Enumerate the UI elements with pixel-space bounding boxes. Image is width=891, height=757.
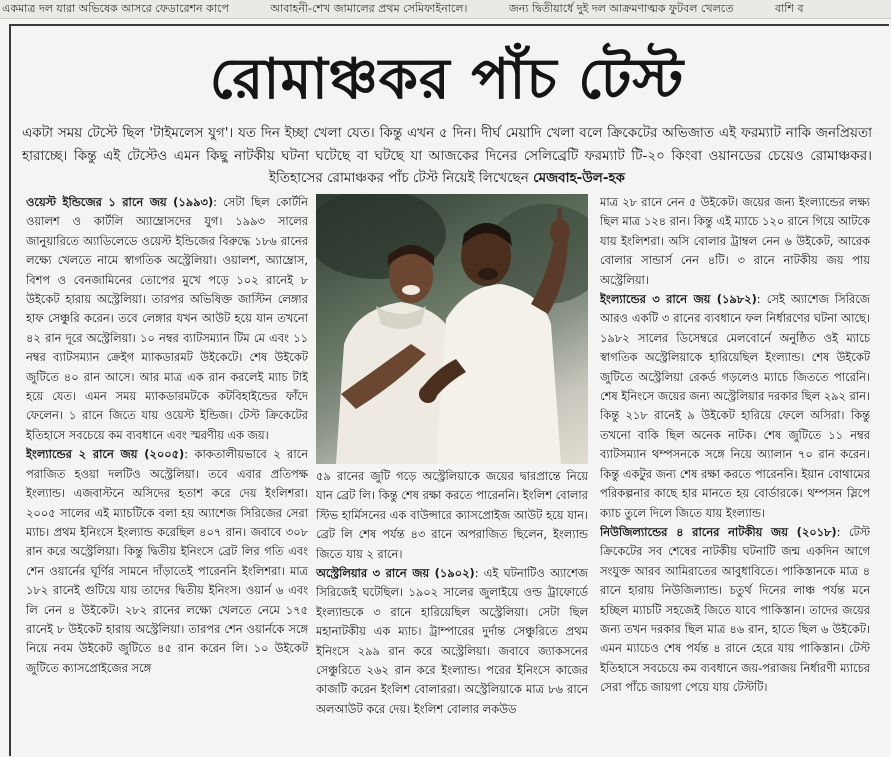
section-subheading: ওয়েস্ট ইন্ডিজের ১ রানে জয় (১৯৯৩) <box>26 195 214 209</box>
article-paragraph <box>600 290 870 523</box>
news-ticker <box>0 0 891 19</box>
section-subheading: অস্ট্রেলিয়ার ৩ রানে জয় (১৯০২) <box>316 566 475 581</box>
paragraph-text: মাত্র ২৮ রানে নেন ৫ উইকেট। জয়ের জন্য ইংল্যান্ডের লক্ষ্য ছিল মাত্র ১২৪ রান। কিন্তু এই ম্যাচে ১২০ রানে গিয়ে আটকে যায় ইংলিশরা। অসি বোলার ট্রাম্বল নেন ৬ উইকেট, আরেক বোলার সান্ডার্স নেন ৪টি। ৩ রানে নাটকীয় জয় পায় অস্ট্রেলিয়া। <box>600 195 870 287</box>
section-subheading: নিউজিল্যান্ডের ৪ রানের নাটকীয় জয় (২০১৮) <box>600 524 837 539</box>
paragraph-text: ৫৯ রানের জুটি গড়ে অস্ট্রেলিয়াকে জয়ের দ্বারপ্রান্তে নিয়ে যান ব্রেট লি। কিন্তু শেষ রক্ষা করতে পারেননি। ইংলিশ বোলার স্টিভ হার্মিসনের এক বাউন্সারে ক্যাসপ্রোইজ আউট হয়ে যান। ব্রেট লি শেষ পর্যন্ত ৪৩ রানে অপরাজিত ছিলেন, ইংল্যান্ড জিতে যায় ২ রানে। <box>316 469 588 561</box>
intro-text: একটা সময় টেস্টে ছিল 'টাইমলেস যুগ'। যত দিন ইচ্ছা খেলা যেত। কিন্তু এখন ৫ দিন। দীর্ঘ মেয়াদি খেলা বলে ক্রিকেটের অভিজাত এই ফরম্যাট নাকি জনপ্রিয়তা হারাচ্ছে। কিন্তু এই টেস্টেও এমন কিছু নাটকীয় ঘটনা ঘটেছে বা ঘটছে যা আজকের দিনের সেলিব্রেটি ফরম্যাট টি-২০ কিংবা ওয়ানডের চেয়েও রোমাঞ্চকর। ইতিহাসের রোমাঞ্চকর পাঁচ টেস্ট নিয়েই লিখেছেন <box>22 125 872 186</box>
author-name: মেজবাহ-উল-হক <box>533 170 625 186</box>
section-subheading: ইংল্যান্ডের ৩ রানে জয় (১৯৮২) <box>600 292 757 307</box>
ticker-item[interactable]: জন্য দ্বিতীয়ার্ধে দুই দল আক্রমণাত্মক ফুটবল খেলতে <box>508 2 734 15</box>
article-headline: রোমাঞ্চকর পাঁচ টেস্ট <box>209 46 685 112</box>
ticker-item[interactable]: আবাহনী-শেখ জামালের প্রথম সেমিফাইনালে। <box>270 2 468 15</box>
article-column-2 <box>316 467 588 757</box>
paragraph-text: : সেটা ছিল কোর্টনি ওয়ালশ ও কার্টলি অ্যাম্ব্রোসদের যুগ। ১৯৯৩ সালের জানুয়ারিতে অ্যাডিলেডে ওয়েস্ট ইন্ডিজের বিরুদ্ধে ১৮৬ রানের লক্ষ্যে খেলতে নামে স্বাগতিক অস্ট্রেলিয়া। ওয়ালশ, অ্যাম্ব্রোস, বিশপ ও বেনজামিনের তোপের মুখে পড়ে ১০২ রানেই ৮ উইকেট হারায় অস্ট্রেলিয়া। তারপর অভিষিক্ত জাস্টিন লেঙ্গার হাফ সেঞ্চুরি করেন। তবে লেঙ্গার যখন আউট হয়ে যান তখনো ৪২ রান দূরে অস্ট্রেলিয়া। ১০ নম্বর ব্যাটসম্যান টিম মে এবং ১১ নম্বর ব্যাটসম্যান ক্রেইগ ম্যাকডারমট উইকেটে। শেষ উইকেট জুটিতে ৪০ রান আসে। আর মাত্র এক রান করলেই ম্যাচ টাই হয়ে যেত। এমন সময় ম্যাকডারমটকে কটবিহাইন্ডের ফাঁদে ফেলেন। ১ রানে জিতে যায় ওয়েস্ট ইন্ডিজ। টেস্ট ক্রিকেটের ইতিহাসে সবচেয়ে কম ব্যবধানে এবং স্মরণীয় এক জয়। <box>26 195 308 442</box>
article-paragraph <box>316 564 588 719</box>
article-paragraph <box>600 193 870 290</box>
article-intro <box>22 122 872 190</box>
paragraph-text: : কাকতালীয়ভাবে ২ রানে পরাজিত হওয়া দলটিও অস্ট্রেলিয়া। তবে এবার প্রতিপক্ষ ইংল্যান্ড। এজবাস্টনে অসিদের হতাশ করে দেয় ইংলিশরা। ২০০৫ সালের এই ম্যাচটিকে বলা হয় অ্যাশেজ সিরিজের সেরা ম্যাচ। প্রথম ইনিংসে ইংল্যান্ড করেছিল ৪০৭ রান। জবাবে ৩০৮ রান করে অস্ট্রেলিয়া। কিন্তু দ্বিতীয় ইনিংসে ব্রেট লির গতি এবং শেন ওয়ার্নের ঘূর্ণির সামনে দাঁড়াতেই পারেননি ইংলিশরা। মাত্র ১৮২ রানেই গুটিয়ে যায় তাদের দ্বিতীয় ইনিংস। ওয়ার্ন ৬ এবং লি নেন ৪ উইকেট। ২৮২ রানের লক্ষ্যে খেলতে নেমে ১৭৫ রানেই ৮ উইকেট হারায় অস্ট্রেলিয়া। তারপর শেন ওয়ার্নকে সঙ্গে নিয়ে নবম উইকেট জুটিতে ৪৫ রান করেন লি। ১০ উইকেট জুটিতে ক্যাসপ্রোইজের সঙ্গে <box>26 447 308 675</box>
article-paragraph <box>600 523 870 698</box>
photo-illustration <box>316 194 588 464</box>
paragraph-text: : টেস্ট ক্রিকেটের সব শেষের নাটকীয় ঘটনাটি জন্ম একদিন আগে সংযুক্ত আরব আমিরাতের আবুধাবিতে। পাকিস্তানকে মাত্র ৪ রানে হারায় নিউজিল্যান্ড। চতুর্থ দিনের লাঞ্চ পর্যন্ত মনে হচ্ছিল ম্যাচটি সহজেই জিতে যাবে পাকিস্তান। তাদের জয়ের জন্য তখন দরকার ছিল মাত্র ৪৬ রান, হাতে ছিল ৬ উইকেট। এমন ম্যাচেও শেষ পর্যন্ত ৪ রানে হেরে যায় পাকিস্তান। টেস্ট ইতিহাসে সবচেয়ে কম ব্যবধানে জয়-পরাজয় নির্ধারণী ম্যাচের সেরা পাঁচে জায়গা পেয়ে যায় টেস্টটি। <box>600 524 870 695</box>
article-column-1 <box>26 193 308 753</box>
paragraph-text: : সেই অ্যাশেজ সিরিজে আরও একটি ৩ রানের ব্যবধানে ফল নির্ধারণের ঘটনা আছে। ১৯৮২ সালের ডিসেম্বরে মেলবোর্নে অনুষ্ঠিত ওই ম্যাচে স্বাগতিক অস্ট্রেলিয়াকে হারিয়েছিল ইংল্যান্ড। শেষ উইকেট জুটিতে অস্ট্রেলিয়া রেকর্ড গড়লেও ম্যাচে জিততে পারেনি। শেষ ইনিংসে জয়ের জন্য অস্ট্রেলিয়ার দরকার ছিল ২৯২ রান। কিন্তু ২১৮ রানেই ৯ উইকেট হারিয়ে ফেলে অসিরা। কিন্তু তখনো বাকি ছিল অনেক নাটক। শেষ জুটিতে ১১ নম্বর ব্যাটসম্যান থম্পসনকে সঙ্গে নিয়ে অ্যালান ৭০ রান করেন। কিন্তু একটুর জন্য শেষ রক্ষা করতে পারেননি। ইয়ান বোথামের পরিকল্পনার কাছে হার মানতে হয় বোর্ডারকে। থম্পসন স্লিপে ক্যাচ তুলে দিলে জিতে যায় ইংল্যান্ড। <box>600 292 870 520</box>
section-subheading: ইংল্যান্ডের ২ রানে জয় (২০০৫) <box>26 447 185 462</box>
article-paragraph <box>26 193 308 445</box>
article-paragraph <box>26 445 308 678</box>
paragraph-text: : এই ঘটনাটিও অ্যাশেজ সিরিজেই ঘটেছিল। ১৯০২ সালের জুলাইয়ে ওল্ড ট্রাফোর্ডে ইংল্যান্ডকে ৩ রানে হারিয়েছিল অস্ট্রেলিয়া। সেটা ছিল মহানাটকীয় এক ম্যাচ। ট্রাম্পারের দুর্দান্ত সেঞ্চুরিতে প্রথম ইনিংসে ২৯৯ রান করে অস্ট্রেলিয়া। জবাবে জ্যাকসনের সেঞ্চুরিতে ২৬২ রান করে ইংল্যান্ড। পরের ইনিংসে কাজের কাজটি করেন ইংলিশ বোলাররা। অস্ট্রেলিয়াকে মাত্র ৮৬ রানে অলআউট করে দেয়। ইংলিশ বোলার লকউড <box>316 566 588 716</box>
article-column-3 <box>600 193 870 753</box>
article-paragraph <box>316 467 588 564</box>
ticker-item[interactable]: বাশি ব <box>774 2 804 15</box>
ticker-item[interactable]: একমাত্র দল যারা অভিষেক আসরে ফেডারেশন কাপে <box>2 2 229 15</box>
cricketers-celebration-photo <box>316 194 588 464</box>
